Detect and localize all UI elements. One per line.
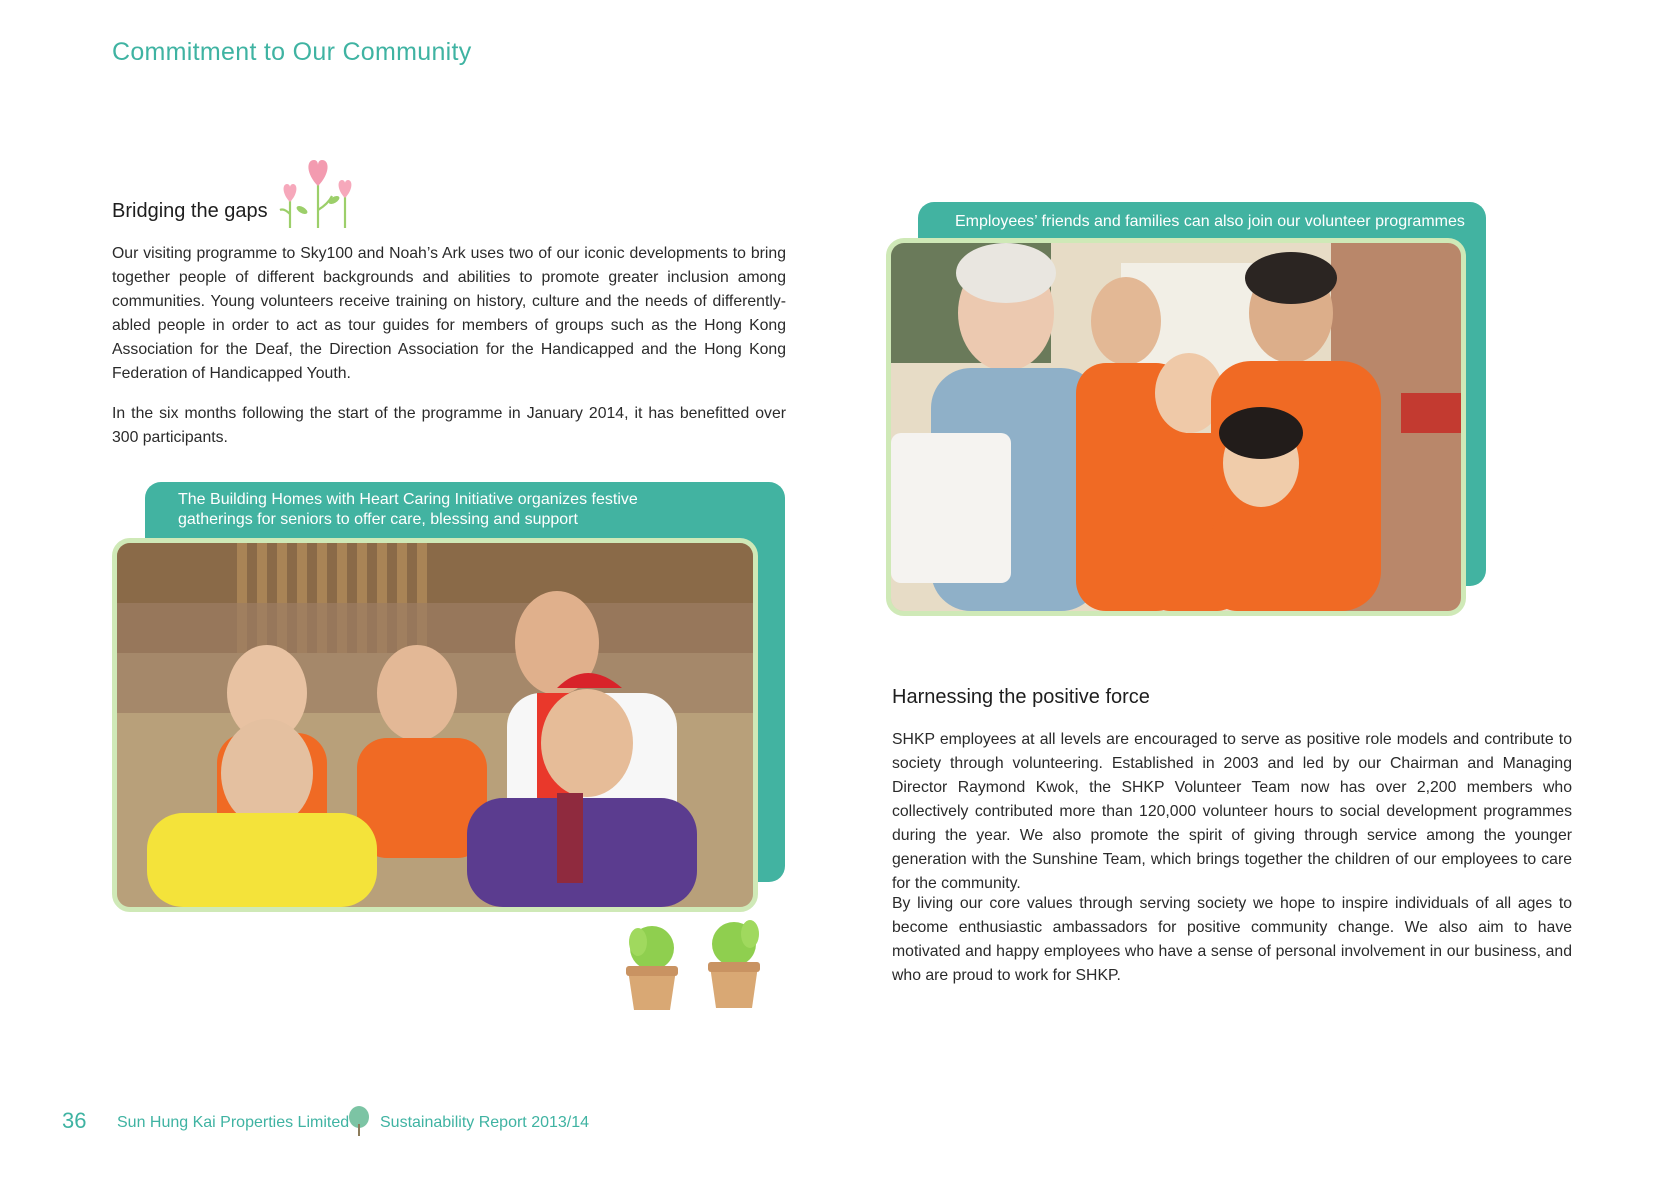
right-paragraph-1: SHKP employees at all levels are encouraged to serve as positive role models and contribute to society through volunteering. Established in 2003 and led by our Chairman and Managing Director Raymond Kwok, the SHKP Volunteer Team now has over 2,200 members who collectively contributed more than 120,000 volunteer hours to social development programmes during the year. We also promote the spirit of giving through service among the younger generation with the Sunshine Team, which brings together the children of our employees to care for the community. xyxy=(892,731,1572,892)
flowers-icon xyxy=(276,152,360,228)
right-photo-volunteer-families xyxy=(886,238,1466,616)
right-photo-caption: Employees’ friends and families can also join our volunteer programmes xyxy=(955,213,1465,230)
heading-harnessing-the-positive-force: Harnessing the positive force xyxy=(892,686,1150,708)
left-paragraph-1: Our visiting programme to Sky100 and Noah’s Ark uses two of our iconic developments to bring together people of different backgrounds and abilities to promote greater inclusion among communities. Young volunteers receive training on history, culture and the needs of differently-abled people in order to act as tour guides for members of groups such as the Hong Kong Association for the Deaf, the Direction Association for the Handicapped and the Hong Kong Federation of Handicapped Youth. xyxy=(112,245,786,382)
left-photo-festive-gathering xyxy=(112,538,758,912)
section-title: Commitment to Our Community xyxy=(112,38,472,66)
footer-report-title: Sustainability Report 2013/14 xyxy=(380,1114,590,1131)
cactus-pots-icon xyxy=(622,920,772,1012)
page-number: 36 xyxy=(62,1108,87,1133)
left-photo-caption-line-1: The Building Homes with Heart Caring Initiative organizes festive xyxy=(178,491,638,508)
left-paragraph-2: In the six months following the start of the programme in January 2014, it has benefitted over 300 participants. xyxy=(112,405,786,446)
heading-bridging-the-gaps: Bridging the gaps xyxy=(112,200,268,222)
right-paragraph-2: By living our core values through serving society we hope to inspire individuals of all ages to become enthusiastic ambassadors for positive community change. We also aim to have motivated and happy employees who have a sense of personal involvement in our business, and who are proud to work for SHKP. xyxy=(892,895,1572,984)
tree-icon xyxy=(348,1106,370,1136)
left-photo-caption-line-2: gatherings for seniors to offer care, blessing and support xyxy=(178,511,578,528)
footer-company-name: Sun Hung Kai Properties Limited xyxy=(117,1114,350,1131)
